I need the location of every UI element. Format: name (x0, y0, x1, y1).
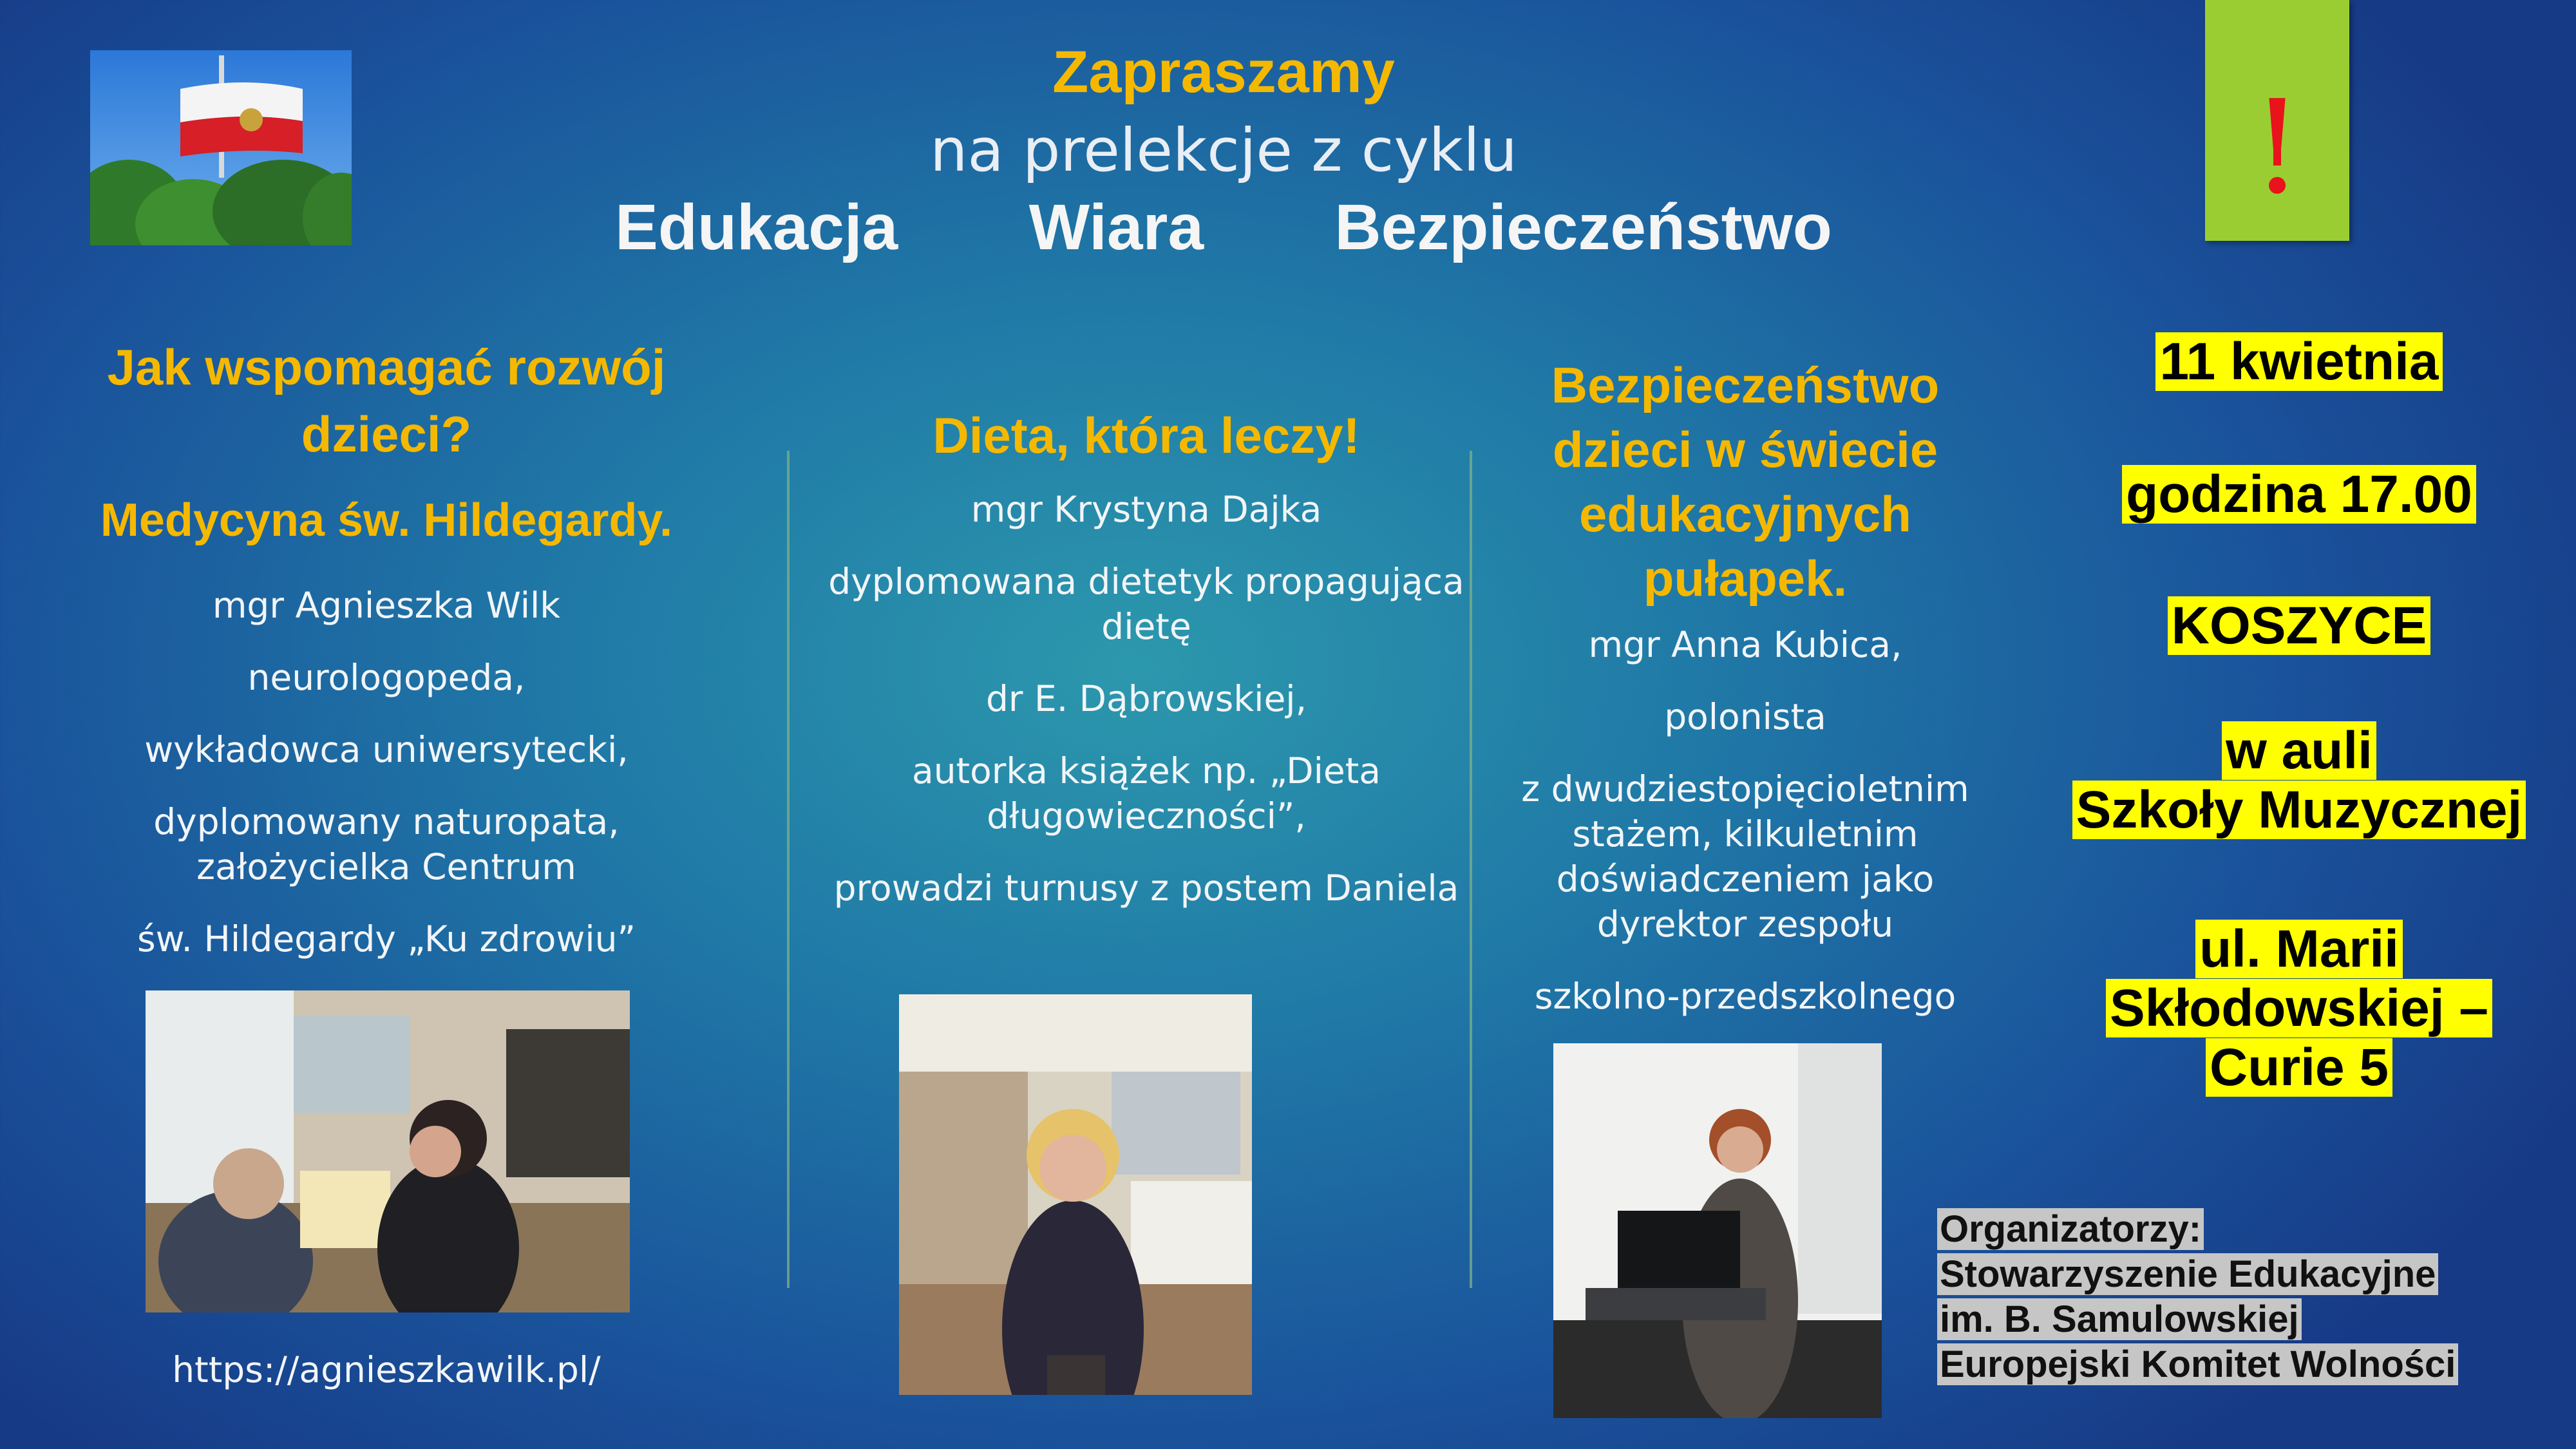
col3-speaker-photo (1553, 1043, 1882, 1418)
col2-line-name: mgr Krystyna Dajka (971, 489, 1322, 530)
col2-line-diet: dr E. Dąbrowskiej, (985, 678, 1307, 719)
col3-speaker-info (1507, 622, 1984, 1046)
alert-box (2205, 0, 2349, 241)
header-invite: Zapraszamy (1052, 39, 1395, 105)
col3-line-name: mgr Anna Kubica, (1588, 624, 1902, 665)
col3-line-profession: polonista (1664, 696, 1826, 737)
event-address-line3: Curie 5 (2206, 1038, 2392, 1097)
event-time-block (2035, 465, 2563, 524)
col2-line-retreats: prowadzi turnusy z postem Daniela (833, 867, 1459, 909)
col3-title-line1: Bezpieczeństwo (1551, 357, 1940, 413)
col2-title: Dieta, która leczy! (933, 407, 1360, 464)
organizer-1-line2: im. B. Samulowskiej (1937, 1298, 2302, 1340)
col3-title-line2: dzieci w świecie (1552, 421, 1938, 478)
event-date: 11 kwietnia (2155, 332, 2442, 391)
organizers-label: Organizatorzy: (1937, 1208, 2204, 1250)
col1-speaker-info (103, 583, 670, 989)
flag-photo (90, 50, 352, 245)
col1-title-line1: Jak wspomagać rozwój (107, 339, 666, 395)
event-address-line1: ul. Marii (2195, 920, 2403, 978)
col1-subtitle: Medycyna św. Hildegardy. (100, 495, 673, 546)
col1-speaker-photo (146, 990, 630, 1312)
organizers-block (1937, 1207, 2568, 1387)
col1-title (13, 334, 760, 468)
col1-line-founder: dyplomowany naturopata, założycielka Centrum (153, 801, 620, 887)
col1-line-name: mgr Agnieszka Wilk (212, 585, 561, 626)
event-date-block (2035, 332, 2563, 392)
col3-line-school: szkolno-przedszkolnego (1534, 976, 1956, 1017)
event-city: KOSZYCE (2168, 596, 2430, 655)
col1-title-line2: dzieci? (301, 406, 472, 462)
col3-title (1468, 353, 2022, 611)
event-venue-block (2009, 721, 2576, 840)
event-address-block (2009, 920, 2576, 1097)
event-address-line2: Skłodowskiej – (2106, 979, 2492, 1037)
divider-1 (787, 451, 790, 1288)
col3-line-experience: z dwudziestopięcioletnim stażem, kilkuletnim doświadczeniem jako dyrektor zespołu (1521, 768, 1969, 945)
col1-line-centre: św. Hildegardy „Ku zdrowiu” (137, 918, 636, 960)
col1-line-role: wykładowca uniwersytecki, (144, 729, 629, 770)
event-time: godzina 17.00 (2122, 465, 2476, 524)
event-venue-line2: Szkoły Muzycznej (2072, 781, 2526, 839)
header-subtitle: na prelekcje z cyklu (930, 116, 1517, 185)
event-venue-line1: w auli (2222, 721, 2376, 780)
exclamation-icon: ! (2251, 73, 2304, 223)
organizer-2: Europejski Komitet Wolności (1937, 1343, 2458, 1385)
organizer-1-line1: Stowarzyszenie Edukacyjne (1937, 1253, 2438, 1295)
col2-speaker-photo (899, 994, 1252, 1395)
col2-line-profession: dyplomowana dietetyk propagująca dietę (828, 561, 1464, 647)
col1-website-link[interactable]: https://agnieszkawilk.pl/ (172, 1349, 601, 1390)
col2-speaker-info (824, 487, 1468, 938)
col1-line-profession: neurologopeda, (247, 657, 526, 698)
col2-line-books: autorka książek np. „Dieta długowieczności”, (912, 750, 1381, 837)
header-series: Edukacja Wiara Bezpieczeństwo (615, 191, 1832, 263)
event-city-block (2035, 596, 2563, 656)
col3-title-line4: pułapek. (1643, 550, 1848, 607)
col3-title-line3: edukacyjnych (1579, 486, 1911, 542)
